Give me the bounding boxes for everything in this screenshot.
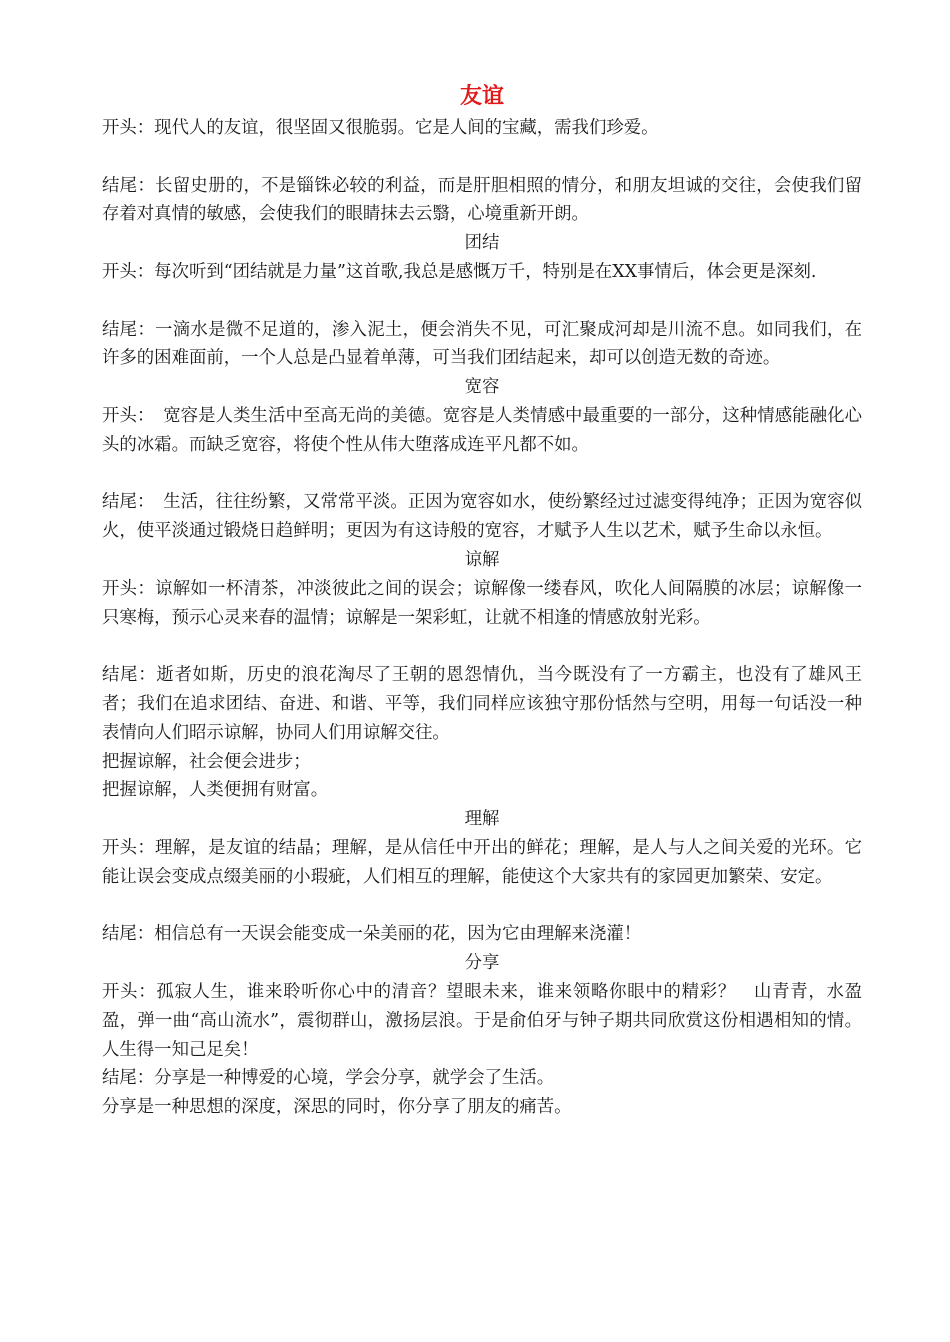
section-youyi-opening: 开头：现代人的友谊，很坚固又很脆弱。它是人间的宝藏，需我们珍爱。 (102, 118, 659, 138)
section-liangjie-opening: 开头：谅解如一杯清茶，冲淡彼此之间的误会；谅解像一缕春风，吹化人间隔膜的冰层；谅解像一只寒梅，预示心灵来春的温情；谅解是一架彩虹，让就不相逢的情感放射光彩。 (102, 578, 862, 628)
section-liangjie-extra-line: 把握谅解，社会便会进步； (102, 751, 311, 772)
section-fenxiang-opening: 开头：孤寂人生，谁来聆听你心中的清音？望眼未来，谁来领略你眼中的精彩？ 山青青，水盈盈，弹一曲“高山流水”，震彻群山，激扬层浪。于是俞伯牙与钟子期共同欣赏这份相遇相知的情。人生得一知己足矣！ (102, 981, 862, 1060)
spacer (102, 287, 862, 316)
document-page (102, 82, 862, 1122)
section-fenxiang-ending: 结尾：分享是一种博爱的心境，学会分享，就学会了生活。 (102, 1068, 555, 1089)
section-heading-liangjie: 谅解 (464, 549, 500, 570)
section-liangjie-ending: 结尾：逝者如斯，历史的浪花淘尽了王朝的恩怨情仇，当今既没有了一方霸主，也没有了雄风王者；我们在追求团结、奋进、和谐、平等，我们同样应该独守那份恬然与空明，用每一句话没一种表情向人们昭示谅解，协同人们用谅解交往。 (102, 665, 862, 743)
section-tuanjie-ending: 结尾：一滴水是微不足道的，渗入泥土，便会消失不见，可汇聚成河却是川流不息。如同我们，在许多的困难面前，一个人总是凸显着单薄，可当我们团结起来，却可以创造无数的奇迹。 (102, 319, 862, 369)
document-title: 友谊 (459, 84, 504, 109)
spacer (102, 632, 862, 661)
section-heading-lijie: 理解 (464, 809, 500, 830)
section-heading-kuanrong: 宽容 (464, 377, 500, 398)
spacer (102, 892, 862, 921)
section-youyi-ending: 结尾：长留史册的，不是锱铢必较的利益，而是肝胆相照的情分，和朋友坦诚的交往，会使我们留存着对真情的敏感，会使我们的眼睛抹去云翳，心境重新开朗。 (102, 175, 862, 225)
section-liangjie-extra-line: 把握谅解，人类便拥有财富。 (102, 780, 329, 801)
section-heading-tuanjie: 团结 (464, 233, 500, 254)
section-fenxiang-extra-line: 分享是一种思想的深度，深思的同时，你分享了朋友的痛苦。 (102, 1097, 572, 1118)
section-kuanrong-opening: 开头： 宽容是人类生活中至高无尚的美德。宽容是人类情感中最重要的一部分，这种情感能融化心头的冰霜。而缺乏宽容，将使个性从伟大堕落成连平凡都不如。 (102, 405, 862, 455)
section-kuanrong-ending: 结尾： 生活，往往纷繁，又常常平淡。正因为宽容如水，使纷繁经过过滤变得纯净；正因为宽容似火，使平淡通过锻烧日趋鲜明；更因为有这诗般的宽容，才赋予人生以艺术，赋予生命以永恒。 (102, 492, 862, 542)
spacer (102, 460, 862, 489)
section-tuanjie-opening: 开头：每次听到“团结就是力量”这首歌,我总是感慨万千，特别是在XX事情后，体会更是深刻. (102, 261, 817, 282)
section-lijie-ending: 结尾：相信总有一天误会能变成一朵美丽的花，因为它由理解来浇灌！ (102, 924, 642, 945)
spacer (102, 143, 862, 172)
section-heading-fenxiang: 分享 (464, 953, 500, 974)
section-lijie-opening: 开头：理解，是友谊的结晶；理解，是从信任中开出的鲜花；理解，是人与人之间关爱的光环。它能让误会变成点缀美丽的小瑕疵，人们相互的理解，能使这个大家共有的家园更加繁荣、安定。 (102, 837, 862, 887)
